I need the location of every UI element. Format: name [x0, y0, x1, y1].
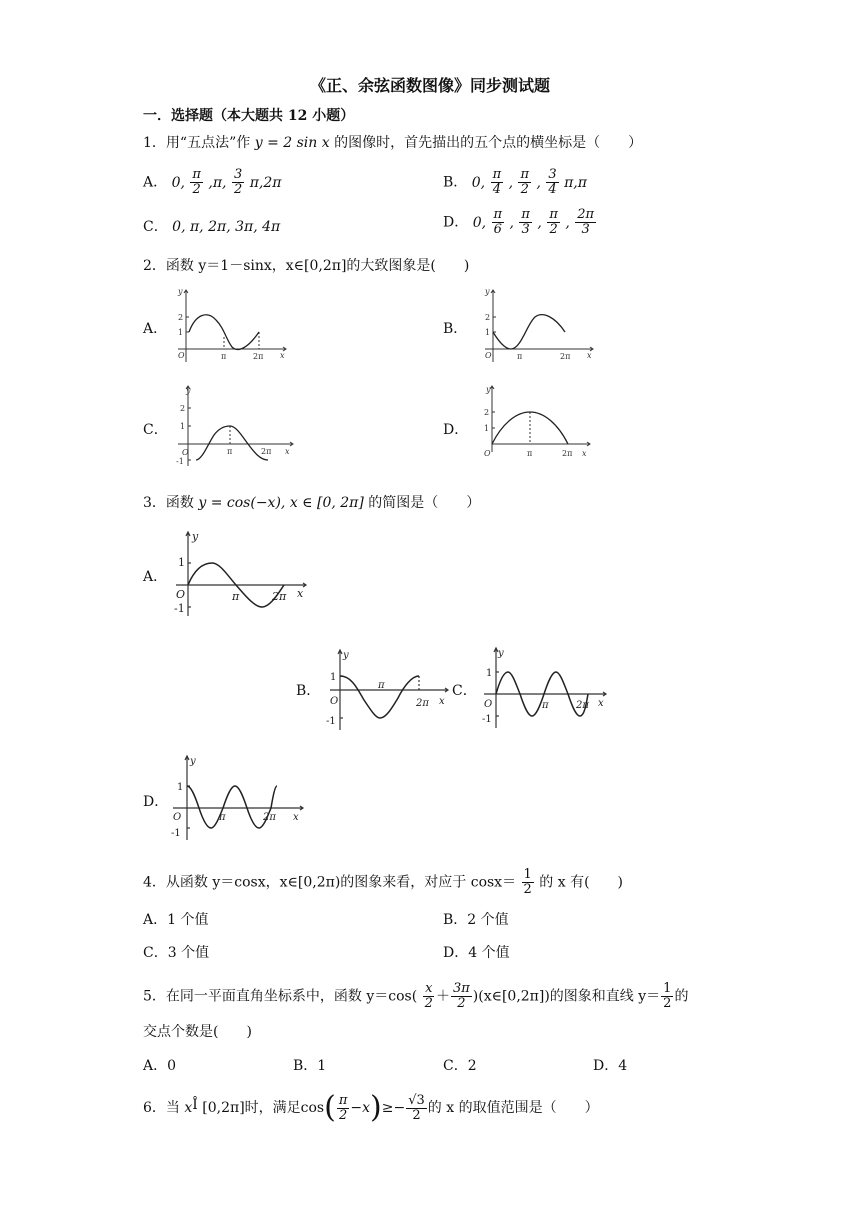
q2-option-d-label[interactable]: D．: [443, 422, 469, 438]
svg-text:-1: -1: [174, 602, 185, 615]
svg-text:x: x: [598, 698, 604, 709]
q3-graph-c[interactable]: [476, 644, 611, 732]
svg-text:π: π: [227, 447, 233, 456]
question-3: 3．函数 y = cos(−x), x ∈ [0, 2π] 的简图是（ ）: [143, 495, 481, 511]
svg-text:1: 1: [178, 556, 185, 569]
svg-text:O: O: [330, 696, 339, 707]
svg-text:π: π: [527, 449, 533, 458]
svg-text:1: 1: [486, 668, 493, 679]
svg-text:2: 2: [484, 408, 490, 417]
svg-text:π: π: [219, 812, 226, 823]
svg-text:y: y: [192, 530, 199, 543]
svg-text:1: 1: [485, 328, 491, 337]
question-1: 1．用“五点法”作 y = 2 sin x 的图像时，首先描出的五个点的横坐标是（ ）: [143, 135, 643, 151]
q4-option-c[interactable]: C．3 个值: [143, 945, 210, 961]
svg-text:1: 1: [330, 672, 337, 683]
svg-text:2: 2: [485, 313, 491, 322]
q4-option-b[interactable]: B．2 个值: [443, 912, 509, 928]
svg-text:O: O: [178, 351, 185, 360]
svg-text:1: 1: [180, 422, 186, 431]
q5-option-a[interactable]: A．0: [143, 1058, 177, 1074]
q3-graph-a[interactable]: [166, 528, 311, 623]
svg-text:2π: 2π: [253, 352, 264, 361]
svg-text:y: y: [186, 386, 191, 395]
svg-text:x: x: [587, 351, 592, 360]
question-5: 5．在同一平面直角坐标系中，函数 y＝cos( $\frac{x}{2}$ ＋ $\frac{3\pi}{2}$ )(x∈[0,2π])的图象和直线 y＝ $\frac{1}{2}$ 的: [143, 981, 689, 1011]
question-6: 6．当 xÎ [0,2π]时，满足cos( $\frac{\pi}{2}$ −x)≥− $\frac{√3}{2}$ 的 x 的取值范围是（ ）: [143, 1090, 599, 1125]
svg-text:y: y: [343, 650, 349, 661]
svg-text:2π: 2π: [562, 449, 573, 458]
svg-text:π: π: [378, 680, 385, 691]
svg-text:O: O: [485, 351, 492, 360]
svg-text:2π: 2π: [560, 352, 571, 361]
svg-text:y: y: [178, 287, 183, 296]
question-2: 2．函数 y＝1－sinx，x∈[0,2π]的大致图象是( ): [143, 258, 470, 274]
q1-option-d[interactable]: D． 0, $\frac{\pi}{6}$ , $\frac{\pi}{3}$ , $\frac{\pi}{2}$ , $\frac{2\pi}{3}$: [443, 207, 595, 237]
svg-text:x: x: [439, 696, 445, 707]
q2-graph-d[interactable]: [478, 380, 598, 462]
svg-text:y: y: [190, 756, 196, 767]
q3-option-c-label[interactable]: C．: [452, 683, 477, 699]
section-heading: 一．选择题（本大题共 12 小题）: [143, 108, 355, 124]
q5-option-b[interactable]: B．1: [293, 1058, 327, 1074]
svg-text:-1: -1: [176, 457, 184, 466]
svg-text:-1: -1: [482, 714, 492, 725]
svg-text:π: π: [221, 352, 227, 361]
svg-text:-1: -1: [326, 716, 336, 727]
q2-graph-a[interactable]: [168, 284, 293, 366]
page-title: 《正、余弦函数图像》同步测试题: [309, 76, 550, 95]
svg-text:O: O: [484, 449, 491, 458]
q3-option-a-label[interactable]: A．: [143, 569, 168, 585]
q5-option-c[interactable]: C．2: [443, 1058, 477, 1074]
q2-option-a-label[interactable]: A．: [143, 321, 168, 337]
svg-text:2π: 2π: [416, 698, 429, 709]
svg-text:1: 1: [177, 782, 184, 793]
svg-text:-1: -1: [171, 828, 181, 839]
svg-text:x: x: [297, 587, 304, 600]
q2-graph-b[interactable]: [475, 284, 600, 366]
svg-text:y: y: [486, 385, 491, 394]
q3-graph-b[interactable]: [318, 646, 453, 734]
q5-option-d[interactable]: D．4: [593, 1058, 628, 1074]
svg-text:π: π: [517, 352, 523, 361]
svg-text:1: 1: [484, 424, 490, 433]
svg-text:O: O: [484, 699, 493, 710]
svg-text:π: π: [232, 590, 240, 603]
svg-text:x: x: [293, 812, 299, 823]
q1-option-b[interactable]: B． 0, $\frac{\pi}{4}$ , $\frac{\pi}{2}$ , $\frac{3}{4}$ π,π: [443, 167, 587, 197]
svg-text:O: O: [173, 812, 182, 823]
svg-text:O: O: [176, 588, 186, 601]
q1-option-c[interactable]: C． 0, π, 2π, 3π, 4π: [143, 219, 281, 235]
svg-text:2π: 2π: [576, 700, 589, 711]
question-4: 4．从函数 y＝cosx，x∈[0,2π)的图象来看，对应于 cosx＝ $\frac{1}{2}$ 的 x 有( ): [143, 867, 624, 897]
svg-text:2π: 2π: [272, 590, 287, 603]
svg-text:2π: 2π: [261, 447, 272, 456]
svg-text:x: x: [285, 447, 290, 456]
q2-option-b-label[interactable]: B．: [443, 321, 468, 337]
q1-option-a[interactable]: A． 0, $\frac{\pi}{2}$ ,π, $\frac{3}{2}$ π,2π: [143, 167, 282, 197]
q2-graph-c[interactable]: [168, 380, 298, 470]
svg-text:2: 2: [178, 313, 184, 322]
svg-text:y: y: [498, 648, 504, 659]
svg-text:x: x: [280, 351, 285, 360]
q3-option-b-label[interactable]: B．: [296, 683, 321, 699]
svg-text:2π: 2π: [263, 812, 276, 823]
q3-graph-d[interactable]: [165, 752, 310, 844]
svg-text:π: π: [542, 700, 549, 711]
question-5-line-2: 交点个数是( ): [143, 1024, 252, 1040]
q2-option-c-label[interactable]: C．: [143, 422, 168, 438]
q4-option-a[interactable]: A．1 个值: [143, 912, 209, 928]
svg-text:2: 2: [180, 404, 186, 413]
svg-text:y: y: [485, 287, 490, 296]
q3-option-d-label[interactable]: D．: [143, 794, 169, 810]
svg-text:1: 1: [178, 328, 184, 337]
q4-option-d[interactable]: D．4 个值: [443, 945, 510, 961]
svg-text:O: O: [182, 448, 189, 457]
svg-text:x: x: [582, 449, 587, 458]
